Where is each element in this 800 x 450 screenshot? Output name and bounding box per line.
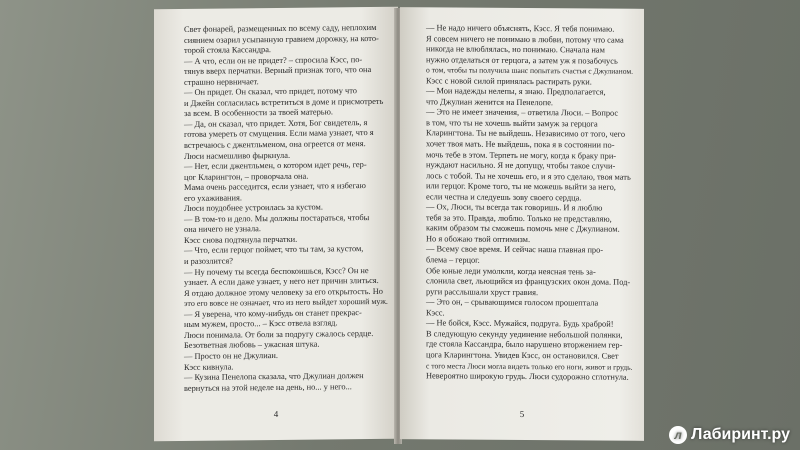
open-book — [148, 8, 648, 448]
text-line: — В том-то и дело. Мы должны постараться, чтобы — [184, 212, 370, 224]
text-line: вернуться на этой неделе на день, но... у него... — [184, 381, 352, 393]
text-line: — Не бойся, Кэсс. Мужайся, подруга. Будь храброй! — [426, 318, 614, 329]
text-line: нужно отделаться от герцога, а затем уж я позабочусь — [426, 54, 618, 66]
text-line: встречаюсь с джентльменом, она огреется от меня. — [184, 139, 366, 150]
text-line: Свет фонарей, размещенных по всему саду, неплохим — [184, 22, 377, 34]
text-line: — Что, если герцог поймет, что ты там, за кустом, — [184, 244, 364, 256]
text-line: она ничего не узнала. — [184, 224, 261, 235]
labirint-logo-icon: л — [669, 426, 687, 444]
text-line: В следующую секунду уединение небольшой полянки, — [426, 329, 623, 340]
text-line: Люси понимала. От боли за подругу сжалось сердце. — [184, 328, 374, 340]
text-line: и разозлится? — [184, 256, 233, 266]
text-line: сиянием озарил усыпанную гравием дорожку, на кото- — [184, 33, 379, 45]
text-line: Мама очень расседится, если узнает, что я избегаю — [184, 181, 366, 193]
text-line: Кэсс с новой силой принялась растирать руки. — [426, 76, 592, 87]
text-line: готова умереть от смущения. Если мама узнает, что я — [184, 128, 374, 140]
text-line: — Просто он не Джулиан. — [184, 350, 278, 361]
text-line: страшно нервничает. — [184, 76, 259, 87]
text-line: хочет твоя мать. Не выйдешь, пока я в состоянии по- — [426, 139, 615, 150]
text-line: это его вовсе не означает, что из него выйдет хороший муж. — [184, 297, 388, 309]
text-line: где стояла Кассандра, было нарушено вторжением гер- — [426, 339, 623, 351]
text-line: — Кузина Пенелопа сказала, что Джулиан должен — [184, 371, 364, 383]
text-line: или герцог. Кроме того, ты не можешь выйти за него, — [426, 181, 616, 192]
text-line: Но я обожаю твой оптимизм. — [426, 234, 531, 244]
text-line: Безответная любовь – ужасная штука. — [184, 339, 320, 351]
text-line: Невероятно широкую грудь. Люси судорожно сглотнула. — [426, 371, 629, 382]
watermark — [669, 426, 790, 444]
text-line: тянув вверх перчатки. Верный признак того, что она — [184, 65, 372, 77]
text-line: лось с тобой. Ты не хочешь его, и я это сделаю, твоя мать — [426, 170, 631, 182]
text-line: — Ох, Люси, ты всегда так говоришь. И я люблю — [426, 202, 603, 213]
text-line: и Джейн согласилась встретиться в доме и присмотреть — [184, 96, 384, 108]
text-line: нуждают насильно. Я не допущу, чтобы такое случи- — [426, 160, 616, 171]
text-line: Кэсс кивнула. — [184, 361, 234, 372]
text-line: слонила свет, льющийся из французских окон дома. Под- — [426, 276, 631, 287]
text-line: — Это не имеет значения, – ответила Люси. – Вопрос — [426, 107, 619, 119]
text-line: в том, что ты не хочешь выйти замуж за герцога — [426, 118, 598, 129]
text-line: Обе юные леди умолкли, когда неясная тень за- — [426, 265, 596, 277]
left-page-number: 4 — [273, 409, 279, 420]
text-line: — Нет, если джентльмен, о котором идет речь, гер- — [184, 160, 367, 172]
text-line: с того места Люси могла видеть только его ноги, живот и грудь. — [426, 360, 633, 372]
text-line: Кэсс. — [426, 308, 445, 318]
text-line: никогда не влюблялась, но понимаю. Сначала нам — [426, 44, 605, 55]
text-line: — Это он, – срывающимся голосом прошептала — [426, 297, 599, 308]
text-line: — Не надо ничего объяснять, Кэсс. Я тебя понимаю. — [426, 23, 615, 34]
text-line: — Да, он сказал, что придет. Хотя, Бог свидетель, я — [184, 117, 368, 129]
right-page — [400, 7, 644, 441]
right-page-text — [414, 23, 636, 383]
text-line: — Мои надежды нелепы, я знаю. Предполагается, — [426, 86, 606, 97]
text-line: его ухаживания. — [184, 193, 242, 203]
text-line: блема – герцог. — [426, 255, 480, 265]
text-line: ным мужем, просто... – Кэсс отвела взгляд. — [184, 318, 338, 330]
text-line: мочь тебе в этом. Терпеть не могу, когда к браку при- — [426, 149, 617, 161]
text-line: — А что, если он не придет? – спросила Кэсс, по- — [184, 54, 363, 66]
text-line: — Он придет. Он сказал, что придет, потому что — [184, 86, 357, 98]
text-line: торой стояла Кассандра. — [184, 45, 272, 56]
text-line: цога Кларингтона. Увидев Кэсс, он остановился. Свет — [426, 350, 619, 361]
text-line: что Джулиан женится на Пенелопе. — [426, 97, 554, 108]
text-line: Я совсем ничего не понимаю в любви, потому что сама — [426, 33, 624, 45]
text-line: — Всему свое время. И сейчас наша главная про- — [426, 244, 604, 256]
text-line: если честна и следуешь зову своего сердца. — [426, 192, 582, 203]
left-page-text — [172, 23, 388, 394]
text-line: о том, чтобы ты получила шанс попытать счастья с Джулианом. — [426, 65, 634, 76]
text-line: цог Кларингтон, – проворчала она. — [184, 171, 309, 182]
text-line: — Я уверена, что кому-нибудь он станет прекрас- — [184, 307, 362, 319]
text-line: Люси насмешливо фыркнула. — [184, 150, 291, 161]
text-line: Я отдаю должное этому человеку за его открытость. Но — [184, 286, 383, 298]
right-page-number: 5 — [519, 409, 525, 420]
text-line: тебя за это. Правда, люблю. Только не представляю, — [426, 213, 612, 224]
text-line: Кларингтона. Ты не выйдешь. Независимо от того, чего — [426, 128, 626, 140]
text-line: руги расслышали хруст гравия. — [426, 287, 539, 297]
text-line: Кэсс снова подтянула перчатки. — [184, 234, 298, 245]
left-page — [154, 7, 398, 442]
text-line: Люси поудобнее устроилась за кустом. — [184, 202, 323, 214]
text-line: — Ну почему ты всегда беспокоишься, Кэсс? Он не — [184, 265, 369, 277]
text-line: каким образом ты сможешь помочь мне с Джулианом. — [426, 223, 620, 235]
text-line: за всем. В особенности за твоей матерью. — [184, 107, 333, 119]
watermark-text: Лабиринт.ру — [691, 426, 790, 443]
text-line: узнает. А если даже узнает, у него нет причин злиться. — [184, 276, 379, 288]
